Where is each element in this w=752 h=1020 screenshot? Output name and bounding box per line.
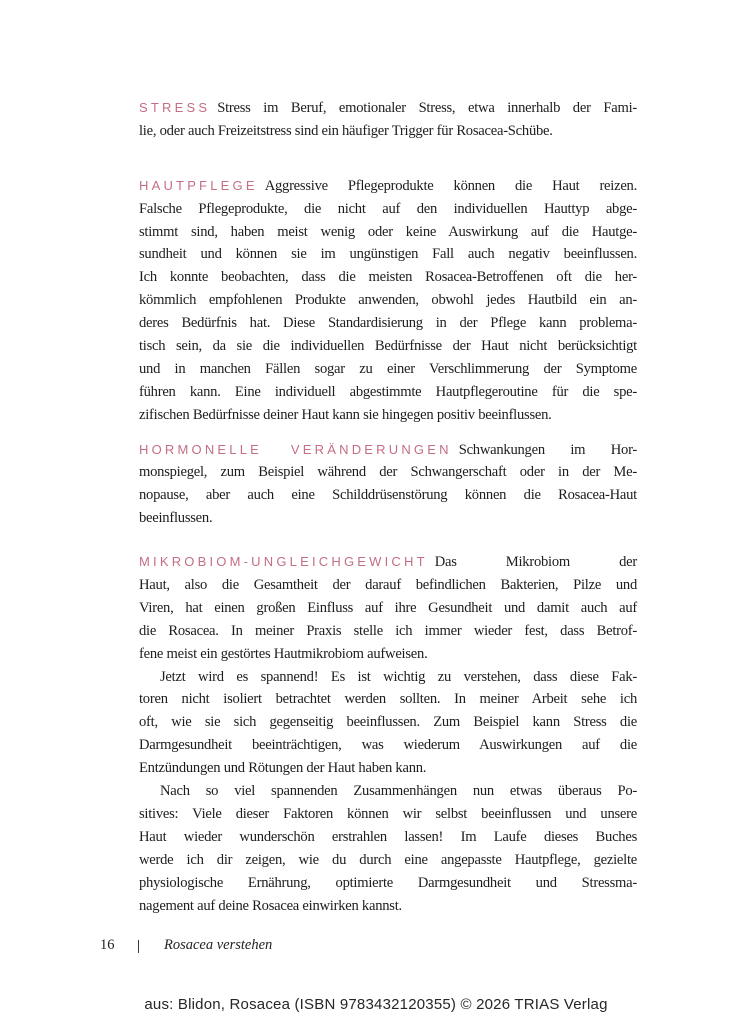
text-line: stimmt sind, haben meist wenig oder keine Auswirkung auf die Hautge- — [139, 223, 637, 240]
text-line: führen kann. Eine individuell abgestimmte Hautpflegeroutine für die spe- — [139, 383, 637, 400]
text-line: sitives: Viele dieser Faktoren können wir selbst beeinflussen und unsere — [139, 805, 637, 822]
text-run: Stress im Beruf, emotionaler Stress, etwa innerhalb der Fami- — [217, 100, 637, 116]
page-footer — [0, 937, 752, 957]
section-heading-hautpflege: HAUTPFLEGE — [139, 177, 258, 193]
text-line: Jetzt wird es spannend! Es ist wichtig zu verstehen, dass diese Fak- — [160, 668, 637, 685]
text-line: physiologische Ernährung, optimierte Darmgesundheit und Stressma- — [139, 874, 637, 891]
chapter-title: Rosacea verstehen — [164, 937, 273, 953]
text-line: die Rosacea. In meiner Praxis stelle ich immer wieder fest, dass Betrof- — [139, 622, 637, 639]
text-line: werde ich dir zeigen, wie du durch eine angepasste Hautpflege, gezielte — [139, 851, 637, 868]
page-content — [139, 97, 637, 917]
text-line: fene meist ein gestörtes Hautmikrobiom aufweisen. — [139, 645, 428, 662]
text-line: deres Bedürfnis hat. Diese Standardisierung in der Pflege kann problema- — [139, 315, 637, 332]
paragraph-positives — [139, 780, 637, 917]
text-line: kömmlich empfohlenen Produkte anwenden, obwohl jedes Hautbild ein an- — [139, 292, 637, 309]
text-line: Ich konnte beobachten, dass die meisten Rosacea-Betroffenen oft die her- — [139, 269, 637, 286]
paragraph-hautpflege — [139, 175, 637, 427]
text-line: Haut wieder wunderschön erstrahlen lassen! Im Laufe dieses Buches — [139, 828, 637, 845]
text-line: nagement auf deine Rosacea einwirken kannst. — [139, 897, 402, 914]
section-heading-hormonelle-veraenderungen: HORMONELLE VERÄNDERUNGEN — [139, 441, 452, 457]
text-line: Falsche Pflegeprodukte, die nicht auf den individuellen Hauttyp abge- — [139, 200, 637, 217]
text-line: oft, wie sie sich gegenseitig beeinflussen. Zum Beispiel kann Stress die — [139, 714, 637, 731]
text-line: Nach so viel spannenden Zusammenhängen nun etwas überaus Po- — [160, 783, 637, 800]
text-line: Entzündungen und Rötungen der Haut haben kann. — [139, 760, 427, 777]
section-heading-mikrobiom-ungleichgewicht: MIKROBIOM-UNGLEICHGEWICHT — [139, 554, 428, 570]
text-line: und in manchen Fällen sogar zu einer Verschlimmerung der Symptome — [139, 360, 637, 377]
text-line: sundheit und können sie im ungünstigen Fall auch negativ beeinflussen. — [139, 246, 637, 263]
paragraph-zusammenspiel — [139, 666, 637, 780]
text-line — [139, 97, 637, 120]
text-line — [139, 175, 637, 198]
text-line: Darmgesundheit beeinträchtigen, was wiederum Auswirkungen auf die — [139, 737, 637, 754]
text-line: Viren, hat einen großen Einfluss auf ihre Gesundheit und damit auch auf — [139, 599, 637, 616]
text-run: Schwankungen im Hor- — [458, 441, 637, 458]
copyright-credit-line: aus: Blidon, Rosacea (ISBN 9783432120355) © 2026 TRIAS Verlag — [144, 996, 608, 1013]
page-number: 16 — [100, 937, 115, 953]
text-line: beeinflussen. — [139, 510, 213, 527]
text-line — [139, 551, 637, 574]
paragraph-hormonelle-veraenderungen — [139, 439, 637, 531]
footer-divider — [138, 940, 139, 953]
text-line: zifischen Bedürfnisse deiner Haut kann sie hingegen positiv beeinflussen. — [139, 406, 552, 423]
text-line: nopause, aber auch eine Schilddrüsenstörung können die Rosacea-Haut — [139, 487, 637, 504]
section-heading-stress: STRESS — [139, 100, 211, 115]
text-run: Das Mikrobiom der — [434, 554, 637, 571]
text-line — [139, 439, 637, 462]
text-line: Haut, also die Gesamtheit der darauf befindlichen Bakterien, Pilze und — [139, 577, 637, 594]
paragraph-mikrobiom-ungleichgewicht — [139, 551, 637, 665]
paragraph-stress — [139, 97, 637, 143]
text-line: toren nicht isoliert betrachtet werden sollten. In meiner Arbeit sehe ich — [139, 691, 637, 708]
text-line: tisch sein, da sie die individuellen Bedürfnisse der Haut nicht berücksichtigt — [139, 338, 637, 355]
text-line: lie, oder auch Freizeitstress sind ein häufiger Trigger für Rosacea-Schübe. — [139, 122, 553, 139]
text-run: Aggressive Pflegeprodukte können die Haut reizen. — [264, 177, 637, 194]
text-line: monspiegel, zum Beispiel während der Schwangerschaft oder in der Me- — [139, 464, 637, 481]
